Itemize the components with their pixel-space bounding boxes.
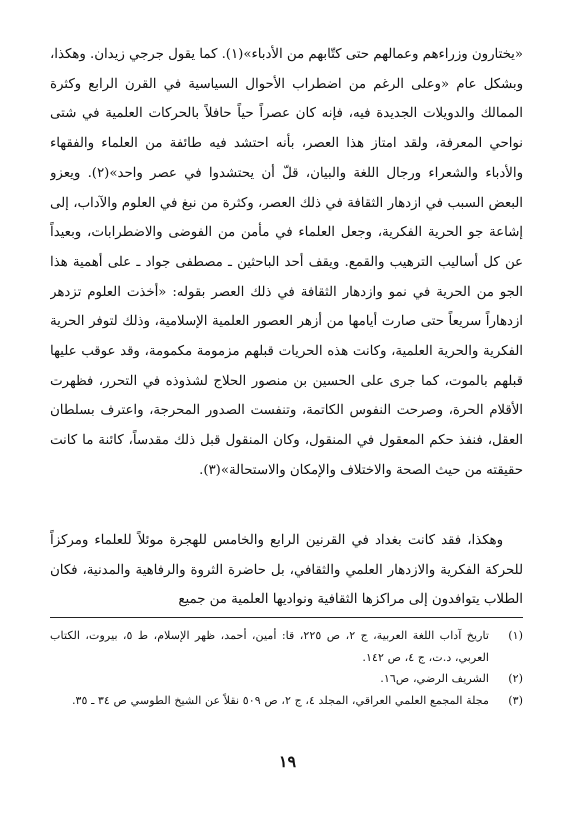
footnote-text: مجلة المجمع العلمي العراقي، المجلد ٤، ج ٢، ص ٥٠٩ نقلاً عن الشيخ الطوسي ص ٣٤ ـ ٣٥. (71, 693, 489, 707)
footnote-number: (٣) (508, 693, 523, 707)
footnote-text: الشريف الرضي، ص١٦. (380, 672, 489, 685)
footnotes (50, 625, 523, 733)
footnote-3 (50, 690, 523, 733)
footnote-separator (50, 617, 523, 618)
footnote-text: تاريخ آداب اللغة العربية، ج ٢، ص ٢٢٥، قا: أمين، أحمد، ظهر الإسلام، ط ٥، بيروت، الكتاب العربي، د.ت، ج ٤، ص ١٤٢. (50, 629, 489, 664)
footnote-1 (50, 625, 523, 668)
footnote-2 (50, 668, 523, 690)
body-text (50, 40, 523, 616)
body-paragraph-2: وهكذا، فقد كانت بغداد في القرنين الرابع والخامس للهجرة موئلاً للعلماء ومركزاً للحركة الفكرية والازدهار العلمي والثقافي، بل حاضرة الثروة والرفاهية والمدنية، فكان الطلاب يتوافدون إلى مراكزها الثقافية ونواديها العلمية من جميع (50, 533, 523, 608)
body-paragraph-1: «يختارون وزراءهم وعمالهم حتى كتّابهم من الأدباء»(١). كما يقول جرجي زيدان. وهكذا، وبشكل عام «وعلى الرغم من اضطراب الأحوال السياسية في القرن الرابع وكثرة الممالك والدويلات الجديدة فيه، فإنه كان عصراً حياً حافلاً بالحركات العلمية في شتى نواحي المعرفة، ولقد امتاز هذا العصر، بأنه احتشد فيه طائفة من العلماء والفقهاء والأدباء والشعراء ورجال اللغة والبيان، قلّ أن يحتشدوا في عصر واحد»(٢). ويعزو البعض السبب في ازدهار الثقافة في ذلك العصر، وكثرة من نبغ في العلوم والآداب، إلى إشاعة جو الحرية الفكرية، وجعل العلماء في مأمن من الفوضى والاضطرابات، وبعيداً عن كل أساليب الترهيب والقمع. ويقف أحد الباحثين ـ مصطفى جواد ـ على أهمية هذا الجو من الحرية في نمو وازدهار الثقافة في ذلك العصر بقوله: «أخذت العلوم تزدهر ازدهاراً سريعاً حتى صارت أيامها من أزهر العصور العلمية الإسلامية، وذلك لتوفر الحرية الفكرية والحرية العلمية، وكانت هذه الحريات قبلهم مزمومة مكمومة، وقد عوقب عليها قبلهم بالموت، كما جرى على الحسين بن منصور الحلاج لشذوذه في التحرر، فظهرت الأقلام الحرة، وصرحت النفوس الكاتمة، وتنفست الصدور المحرجة، واعترف بسلطان العقل، فنفذ حكم المعقول في المنقول، وكان المنقول قبل ذلك مقدساً، كائنة ما كانت حقيقته من حيث الصحة والاختلاف والإمكان والاستحالة»(٣). (50, 47, 523, 478)
footnote-number: (٢) (508, 672, 523, 685)
page-number: ١٩ (278, 752, 297, 771)
footnote-number: (١) (508, 629, 523, 642)
